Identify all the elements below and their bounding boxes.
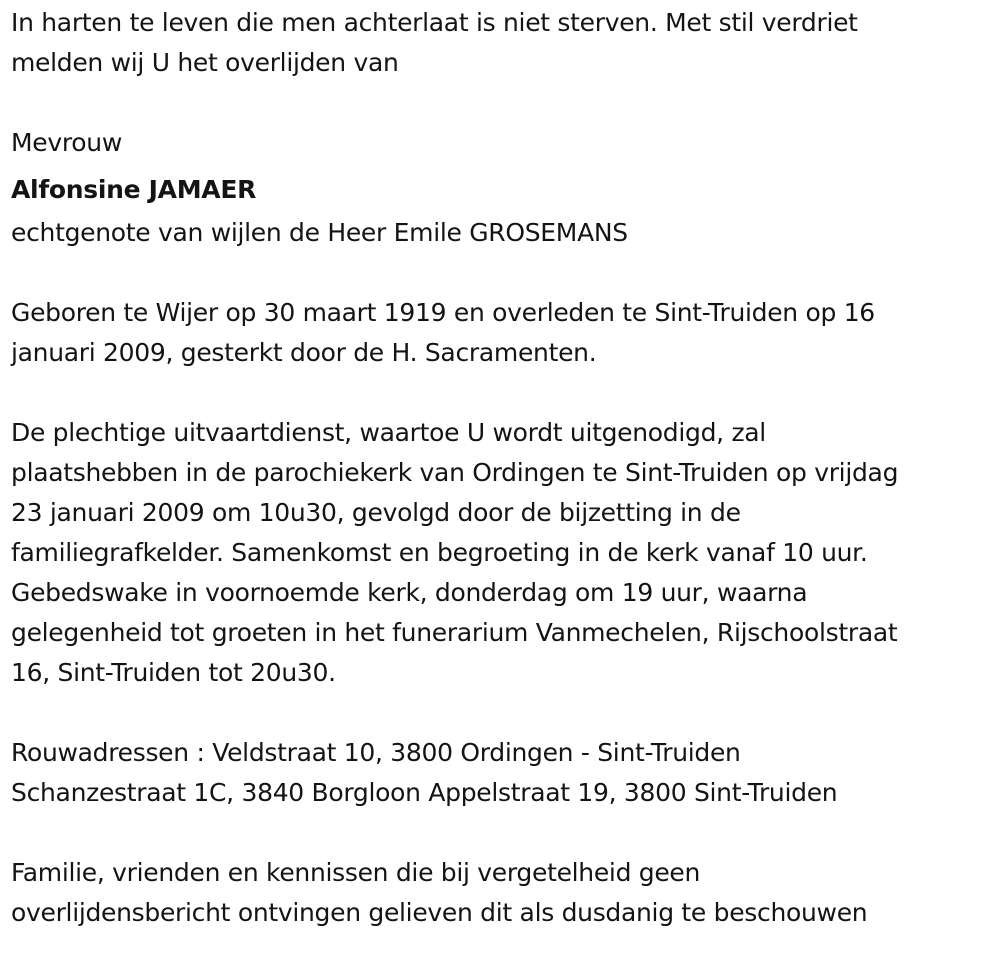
- intro-line-1: In harten te leven die men achterlaat is niet sterven. Met stil verdriet: [11, 8, 858, 37]
- birth-death-line-1: Geboren te Wijer op 30 maart 1919 en overleden te Sint-Truiden op 16: [11, 298, 875, 327]
- spacer: [11, 693, 991, 733]
- addresses-line-1: Rouwadressen : Veldstraat 10, 3800 Ordingen - Sint-Truiden: [11, 738, 741, 767]
- intro-line-2: melden wij U het overlijden van: [11, 48, 399, 77]
- funeral-line: Gebedswake in voornoemde kerk, donderdag om 19 uur, waarna: [11, 578, 808, 607]
- funeral-line: familiegrafkelder. Samenkomst en begroeting in de kerk vanaf 10 uur.: [11, 538, 868, 567]
- closing-line-2: overlijdensbericht ontvingen gelieven dit als dusdanig te beschouwen: [11, 898, 868, 927]
- salutation: Mevrouw: [11, 128, 122, 157]
- spacer: [11, 373, 991, 413]
- obituary-document: [11, 3, 991, 933]
- birth-death-line-2: januari 2009, gesterkt door de H. Sacramenten.: [11, 338, 597, 367]
- deceased-name: Alfonsine JAMAER: [11, 175, 257, 204]
- spacer: [11, 253, 991, 293]
- funeral-line: De plechtige uitvaartdienst, waartoe U wordt uitgenodigd, zal: [11, 418, 766, 447]
- funeral-line: plaatshebben in de parochiekerk van Ordingen te Sint-Truiden op vrijdag: [11, 458, 899, 487]
- spacer: [11, 813, 991, 853]
- funeral-line: 16, Sint-Truiden tot 20u30.: [11, 658, 336, 687]
- addresses-line-2: Schanzestraat 1C, 3840 Borgloon Appelstraat 19, 3800 Sint-Truiden: [11, 778, 838, 807]
- closing-line-1: Familie, vrienden en kennissen die bij vergetelheid geen: [11, 858, 701, 887]
- funeral-line: 23 januari 2009 om 10u30, gevolgd door de bijzetting in de: [11, 498, 741, 527]
- spouse-line: echtgenote van wijlen de Heer Emile GROSEMANS: [11, 218, 628, 247]
- funeral-line: gelegenheid tot groeten in het funerarium Vanmechelen, Rijschoolstraat: [11, 618, 898, 647]
- spacer: [11, 83, 991, 123]
